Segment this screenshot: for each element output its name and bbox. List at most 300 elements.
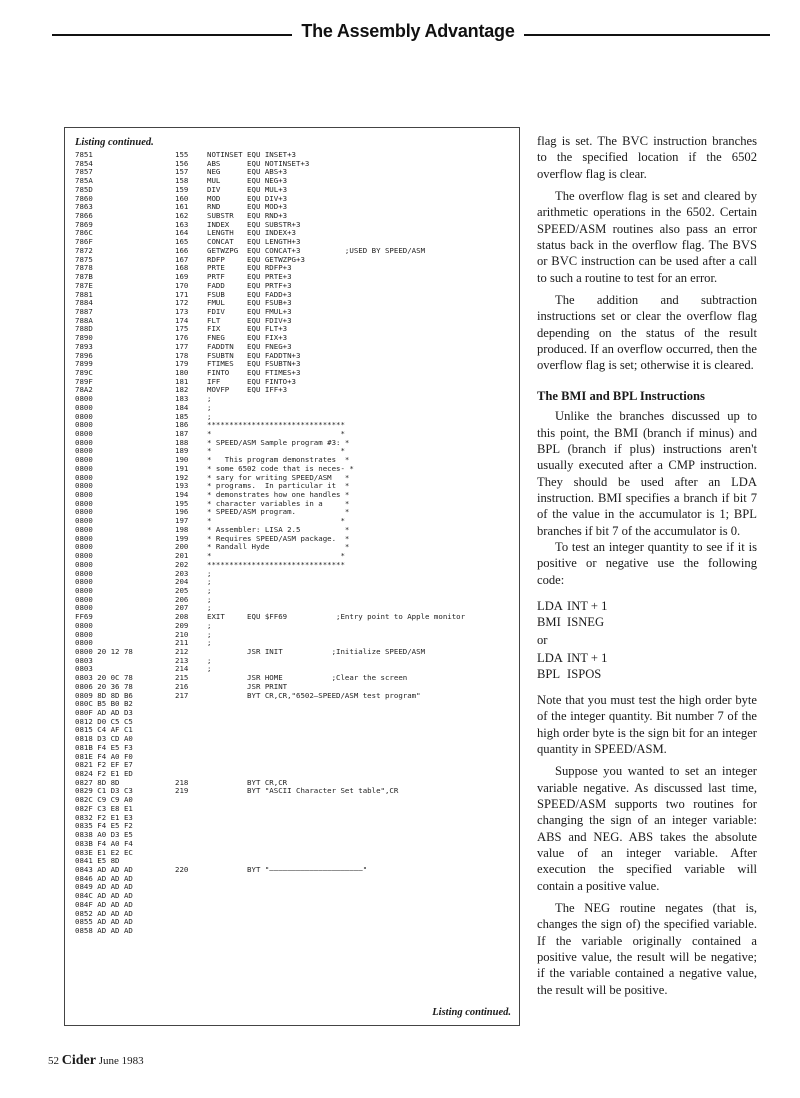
listing-line-number: 208 [175,612,189,622]
listing-address: 0803 [75,655,93,665]
listing-address: 7857 [75,167,93,177]
listing-line-number: 187 [175,429,189,438]
listing-line-number: 220 [175,864,189,874]
listing-address: 0832 F2 E1 E3 [75,812,133,822]
listing-line-number: 207 [175,603,189,613]
listing-source: PRTE EQU RDFP+3 [207,263,292,273]
listing-address: 0800 [75,490,93,500]
listing-source: ; [207,585,212,595]
listing-line-number: 155 [175,150,189,159]
listing-address: 0815 C4 AF C1 [75,725,133,735]
listing-address: 0800 [75,429,93,438]
listing-address: 080C B5 B0 B2 [75,699,133,709]
listing-source: JSR INIT ;Initialize SPEED/ASM [207,646,426,656]
listing-line [75,692,515,701]
listing-line [75,901,515,910]
listing-line-number: 197 [175,516,189,526]
code-line: BPL ISPOS [537,666,602,681]
paragraph: The addition and subtraction instructions set or clear the overflow flag depending on the status of the result produced. If an overflow occurred, then the overflow flag is set; otherwise it is cleared. [537,293,757,373]
listing-line-number: 173 [175,306,189,316]
listing-line-number: 180 [175,367,189,377]
listing-address: 0858 AD AD AD [75,925,133,935]
listing-source: INDEX EQU SUBSTR+3 [207,219,301,229]
listing-line [75,186,515,195]
listing-line [75,613,515,622]
listing-source: BYT "—————————————————————" [207,864,368,874]
listing-line-number: 203 [175,568,189,578]
paragraph: The overflow flag is set and cleared by arithmetic operations in the 6502. Certain SPEED/ASM routines also pass an error status back in the overflow flag. The BVS or BVC instruction can be used after a call to such a routine to test for an error. [537,189,757,285]
listing-line [75,570,515,579]
listing-source: MOD EQU DIV+3 [207,193,288,203]
listing-line-number: 219 [175,786,189,796]
listing-address: 0835 F4 E5 F2 [75,821,133,831]
listing-address: 0838 A0 D3 E5 [75,830,133,840]
listing-source: * some 6502 code that is neces- * [207,463,354,473]
listing-address: 788D [75,324,93,334]
listing-source: ******************************* [207,420,345,430]
listing-source: * SPEED/ASM program. * [207,507,350,517]
code-line: LDA INT + 1 [537,650,608,665]
listing-address: 0846 AD AD AD [75,873,133,883]
listing-address: 0800 [75,629,93,639]
listing-source: * * [207,446,345,456]
listing-line-number: 202 [175,559,189,569]
listing-source: MUL EQU NEG+3 [207,176,288,186]
listing-source: BYT CR,CR,"6502—SPEED/ASM test program" [207,690,421,700]
listing-line-number: 183 [175,394,189,404]
listing-source: FIX EQU FLT+3 [207,324,288,334]
listing-address: 0800 [75,568,93,578]
listing-source: EXIT EQU $FF69 ;Entry point to Apple monitor [207,612,466,622]
listing-source: ; [207,664,212,674]
listing-line [75,378,515,387]
section-heading: The BMI and BPL Instructions [537,388,705,403]
article-column [537,133,757,998]
header-rule-right [524,34,770,36]
listing-line-number: 178 [175,350,189,360]
listing-line [75,910,515,919]
listing-source: GETWZPG EQU CONCAT+3 ;USED BY SPEED/ASM [207,245,426,255]
listing-line-number: 170 [175,280,189,290]
program-listing [64,127,520,1026]
listing-source: FMUL EQU FSUB+3 [207,298,292,308]
listing-line-number: 212 [175,646,189,656]
listing-source: ; [207,402,212,412]
listing-line-number: 164 [175,228,189,238]
listing-address: 7851 [75,150,93,159]
listing-line [75,386,515,395]
code-line: LDA INT + 1 [537,598,608,613]
listing-address: 7860 [75,193,93,203]
page-number: 52 [48,1055,59,1067]
listing-source: * SPEED/ASM Sample program #3: * [207,437,350,447]
listing-address: 0800 [75,472,93,482]
listing-address: 7863 [75,202,93,212]
listing-address: 0800 [75,420,93,430]
listing-line-number: 210 [175,629,189,639]
listing-line [75,805,515,814]
listing-line-number: 177 [175,341,189,351]
listing-address: 78A2 [75,385,93,395]
listing-source: * character variables in a * [207,498,350,508]
listing-source: * programs. In particular it * [207,481,350,491]
listing-line [75,918,515,927]
listing-line [75,203,515,212]
listing-source: ; [207,603,212,613]
listing-source: RND EQU MOD+3 [207,202,288,212]
listing-address: 0800 [75,603,93,613]
listing-address: 0800 [75,524,93,534]
paragraph: Note that you must test the high order byte of the integer quantity. Bit number 7 of the high order byte is the sign bit for an integer quantity in SPEED/ASM. [537,692,757,756]
listing-line-number: 201 [175,551,189,561]
listing-address: 0800 [75,533,93,543]
listing-line-number: 168 [175,263,189,273]
listing-line-number: 191 [175,463,189,473]
listing-line-number: 194 [175,490,189,500]
listing-source: BYT "ASCII Character Set table",CR [207,786,399,796]
listing-address: 081E F4 A0 F0 [75,751,133,761]
listing-line [75,726,515,735]
page-footer [48,1053,144,1069]
listing-line-number: 216 [175,681,189,691]
listing-line [75,875,515,884]
listing-line [75,334,515,343]
listing-line [75,709,515,718]
listing-address: 0803 20 0C 78 [75,673,133,683]
listing-address: 0800 [75,585,93,595]
listing-source: * * [207,551,345,561]
page-header [0,14,800,54]
listing-line [75,744,515,753]
listing-line [75,299,515,308]
listing-line [75,578,515,587]
listing-source: ; [207,394,212,404]
listing-address: 0800 [75,551,93,561]
listing-line [75,866,515,875]
listing-address: 0843 AD AD AD [75,864,133,874]
header-rule-left [52,34,292,36]
listing-address: 083E E1 E2 EC [75,847,133,857]
listing-address: 0800 [75,577,93,587]
listing-source: ; [207,411,212,421]
listing-line-number: 176 [175,333,189,343]
listing-line-number: 159 [175,184,189,194]
listing-line-number: 174 [175,315,189,325]
listing-line [75,700,515,709]
listing-source: ; [207,620,212,630]
listing-line-number: 217 [175,690,189,700]
listing-line [75,596,515,605]
listing-source: FDIV EQU FMUL+3 [207,306,292,316]
listing-line-number: 196 [175,507,189,517]
listing-line-number: 193 [175,481,189,491]
listing-source: ; [207,638,212,648]
listing-source: DIV EQU MUL+3 [207,184,288,194]
listing-address: 7884 [75,298,93,308]
listing-address: 0841 E5 8D [75,856,120,866]
listing-source: * Assembler: LISA 2.5 * [207,524,350,534]
listing-address: 0849 AD AD AD [75,882,133,892]
listing-address: FF69 [75,612,93,622]
listing-line [75,648,515,657]
listing-address: 785A [75,176,93,186]
listing-line-number: 156 [175,158,189,168]
listing-address: 0800 [75,411,93,421]
listing-address: 0800 [75,463,93,473]
listing-line [75,177,515,186]
listing-source: JSR PRINT [207,681,288,691]
listing-address: 786C [75,228,93,238]
listing-line-number: 182 [175,385,189,395]
listing-line-number: 209 [175,620,189,630]
listing-line-number: 158 [175,176,189,186]
paragraph: Unlike the branches discussed up to this point, the BMI (branch if minus) and BPL (branch if plus) instructions aren't usually executed after a CMP instruction. They should be used after an LDA instruction. BMI specifies a branch if bit 7 of the value in the accumulator is 1; BPL branches if bit 7 of the accumulator is 0. [537,409,757,538]
listing-line-number: 167 [175,254,189,264]
listing-address: 787E [75,280,93,290]
listing-source: * sary for writing SPEED/ASM * [207,472,350,482]
listing-address: 0800 [75,455,93,465]
listing-line-number: 179 [175,359,189,369]
listing-source: * Requires SPEED/ASM package. * [207,533,350,543]
code-example-1 [537,598,757,682]
listing-address: 0855 AD AD AD [75,917,133,927]
listing-line-number: 162 [175,211,189,221]
listing-line [75,927,515,936]
listing-address: 7878 [75,263,93,273]
paragraph: Suppose you wanted to set an integer variable negative. As discussed last time, SPEED/ASM supports two routines for changing the sign of an integer variable: ABS and NEG. ABS takes the absolute value of an integer variable. After execution the specified variable will contain a positive value. [537,764,757,893]
listing-address: 0800 [75,516,93,526]
listing-source: IFF EQU FINTO+3 [207,376,296,386]
listing-line-number: 195 [175,498,189,508]
header-title: The Assembly Advantage [301,21,515,41]
listing-address: 7872 [75,245,93,255]
listing-address: 7866 [75,211,93,221]
listing-line [75,735,515,744]
listing-line [75,264,515,273]
listing-line [75,622,515,631]
listing-address: 083B F4 A0 F4 [75,838,133,848]
listing-line-number: 157 [175,167,189,177]
listing-line [75,849,515,858]
listing-line [75,796,515,805]
listing-address: 0800 [75,498,93,508]
listing-source: FNEG EQU FIX+3 [207,333,288,343]
listing-line [75,195,515,204]
listing-line [75,814,515,823]
listing-line [75,892,515,901]
listing-lines [75,151,515,936]
listing-source: ; [207,594,212,604]
listing-source: PRTF EQU PRTE+3 [207,272,292,282]
listing-source: FADD EQU PRTF+3 [207,280,292,290]
listing-source: FINTO EQU FTIMES+3 [207,367,301,377]
listing-source: ; [207,655,212,665]
listing-continued-top: Listing continued. [75,137,154,148]
listing-line [75,761,515,770]
listing-line-number: 175 [175,324,189,334]
listing-address: 084C AD AD AD [75,891,133,901]
listing-address: 082F C3 E8 E1 [75,803,133,813]
listing-source: FTIMES EQU FSUBTN+3 [207,359,301,369]
listing-source: * Randall Hyde * [207,542,350,552]
listing-source: MOVFP EQU IFF+3 [207,385,288,395]
listing-line [75,770,515,779]
listing-line-number: 189 [175,446,189,456]
listing-line-number: 213 [175,655,189,665]
listing-line [75,831,515,840]
listing-line-number: 206 [175,594,189,604]
listing-address: 0800 [75,542,93,552]
issue-date: June 1983 [98,1055,144,1067]
listing-source: FSUB EQU FADD+3 [207,289,292,299]
listing-line-number: 198 [175,524,189,534]
listing-address: 0829 C1 D3 C3 [75,786,133,796]
paragraph: flag is set. The BVC instruction branches to the specified location if the 6502 overflow flag is clear. [537,134,757,181]
listing-address: 0818 D3 CD A0 [75,734,133,744]
listing-address: 0803 [75,664,93,674]
listing-line-number: 181 [175,376,189,386]
listing-source: FLT EQU FDIV+3 [207,315,292,325]
code-line: BMI ISNEG [537,614,605,629]
listing-address: 0800 [75,507,93,517]
listing-source: ; [207,568,212,578]
listing-address: 7899 [75,359,93,369]
listing-address: 0852 AD AD AD [75,908,133,918]
listing-address: 084F AD AD AD [75,899,133,909]
listing-address: 789F [75,376,93,386]
listing-line-number: 161 [175,202,189,212]
listing-line [75,587,515,596]
listing-source: * * [207,429,345,438]
listing-source: * * [207,516,345,526]
listing-address: 785D [75,184,93,194]
listing-address: 7875 [75,254,93,264]
listing-line-number: 199 [175,533,189,543]
listing-address: 0809 8D 8D B6 [75,690,133,700]
listing-address: 0800 [75,394,93,404]
listing-line [75,883,515,892]
listing-line [75,168,515,177]
listing-address: 0800 [75,638,93,648]
listing-address: 0812 D0 C5 C5 [75,716,133,726]
listing-line [75,657,515,666]
listing-line [75,631,515,640]
listing-address: 0800 [75,446,93,456]
listing-line-number: 190 [175,455,189,465]
listing-line-number: 204 [175,577,189,587]
listing-line [75,674,515,683]
listing-address: 7890 [75,333,93,343]
listing-line-number: 169 [175,272,189,282]
listing-line [75,753,515,762]
listing-source: NEG EQU ABS+3 [207,167,288,177]
listing-line-number: 188 [175,437,189,447]
listing-continued-bottom: Listing continued. [432,1007,511,1018]
listing-address: 0800 [75,594,93,604]
listing-source: ******************************* [207,559,345,569]
listing-line [75,404,515,413]
listing-address: 7881 [75,289,93,299]
listing-line-number: 184 [175,402,189,412]
listing-line-number: 172 [175,298,189,308]
listing-source: SUBSTR EQU RND+3 [207,211,288,221]
listing-address: 0800 [75,481,93,491]
listing-source: RDFP EQU GETWZPG+3 [207,254,305,264]
listing-line [75,317,515,326]
listing-source: JSR HOME ;Clear the screen [207,673,408,683]
listing-source: * This program demonstrates * [207,455,350,465]
listing-line-number: 186 [175,420,189,430]
listing-line-number: 200 [175,542,189,552]
listing-address: 787B [75,272,93,282]
listing-line [75,561,515,570]
listing-line [75,160,515,169]
listing-address: 7896 [75,350,93,360]
listing-line [75,291,515,300]
listing-address: 7869 [75,219,93,229]
listing-line-number: 171 [175,289,189,299]
listing-line-number: 185 [175,411,189,421]
paragraph: To test an integer quantity to see if it is positive or negative use the following code: [537,539,757,587]
listing-address: 7893 [75,341,93,351]
listing-source: FADDTN EQU FNEG+3 [207,341,292,351]
listing-line-number: 165 [175,237,189,247]
listing-line [75,718,515,727]
listing-address: 7887 [75,306,93,316]
listing-line [75,308,515,317]
listing-address: 0800 [75,402,93,412]
listing-line [75,395,515,404]
listing-address: 789C [75,367,93,377]
listing-source: BYT CR,CR [207,777,288,787]
listing-line-number: 211 [175,638,189,648]
listing-address: 0800 [75,620,93,630]
listing-line [75,256,515,265]
magazine-logo: Cider [61,1053,96,1068]
listing-address: 788A [75,315,93,325]
listing-line-number: 218 [175,777,189,787]
listing-source: * demonstrates how one handles * [207,490,350,500]
listing-source: CONCAT EQU LENGTH+3 [207,237,301,247]
listing-address: 0800 20 12 78 [75,646,133,656]
listing-address: 082C C9 C9 A0 [75,795,133,805]
code-or: or [537,632,548,647]
listing-line [75,840,515,849]
listing-source: NOTINSET EQU INSET+3 [207,150,296,159]
listing-line [75,822,515,831]
listing-source: ; [207,577,212,587]
listing-line [75,787,515,796]
listing-line-number: 215 [175,673,189,683]
listing-line-number: 160 [175,193,189,203]
listing-address: 0827 8D 8D [75,777,120,787]
listing-line [75,273,515,282]
listing-line-number: 163 [175,219,189,229]
listing-address: 786F [75,237,93,247]
listing-address: 0800 [75,559,93,569]
listing-line [75,325,515,334]
listing-line-number: 192 [175,472,189,482]
listing-source: LENGTH EQU INDEX+3 [207,228,296,238]
listing-address: 0800 [75,437,93,447]
listing-address: 080F AD AD D3 [75,708,133,717]
listing-source: ABS EQU NOTINSET+3 [207,158,310,168]
listing-source: FSUBTN EQU FADDTN+3 [207,350,301,360]
listing-line [75,282,515,291]
listing-line-number: 166 [175,245,189,255]
listing-line-number: 205 [175,585,189,595]
listing-source: ; [207,629,212,639]
